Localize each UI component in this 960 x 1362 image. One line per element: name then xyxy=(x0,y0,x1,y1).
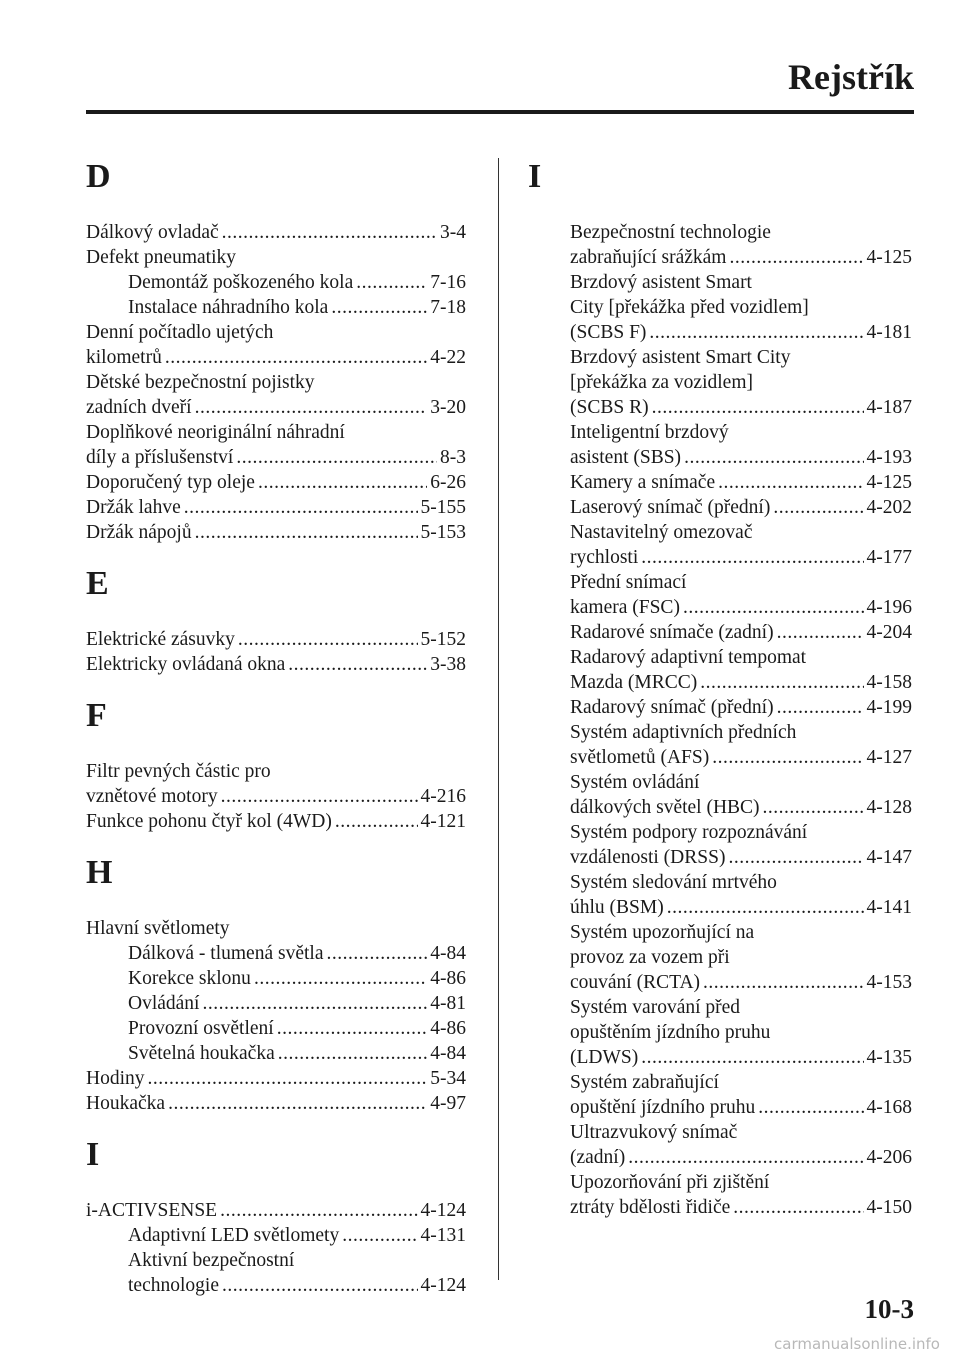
index-subentry xyxy=(528,695,912,720)
dot-leader xyxy=(288,652,427,677)
index-entries xyxy=(86,1198,466,1298)
dot-leader xyxy=(258,470,427,495)
index-column-left xyxy=(86,152,466,1298)
entry-page-ref: 4-187 xyxy=(866,397,912,418)
page-number: 10-3 xyxy=(864,1294,914,1324)
entry-last-line xyxy=(570,745,912,770)
dot-leader xyxy=(700,670,863,695)
index-subentry xyxy=(528,620,912,645)
index-entry xyxy=(86,627,466,652)
entry-text: Radarový snímač (přední) xyxy=(570,697,774,718)
dot-leader xyxy=(277,1016,428,1041)
index-subentry xyxy=(528,920,912,995)
index-subentry xyxy=(86,1041,466,1066)
entry-page-ref: 5-153 xyxy=(420,522,466,543)
index-entry xyxy=(86,370,466,420)
entry-text-line: Systém adaptivních předních xyxy=(570,722,797,743)
entry-last-line xyxy=(86,784,466,809)
entry-last-line xyxy=(128,1273,466,1298)
entry-text-line: Aktivní bezpečnostní xyxy=(128,1250,295,1271)
entry-page-ref: 4-196 xyxy=(866,597,912,618)
entry-text: kilometrů xyxy=(86,347,162,368)
entry-last-line xyxy=(570,445,912,470)
entry-text: úhlu (BSM) xyxy=(570,897,664,918)
entry-text-line: Systém podpory rozpoznávání xyxy=(570,822,808,843)
index-entry xyxy=(86,652,466,677)
entry-last-line xyxy=(570,1195,912,1220)
entry-text: díly a příslušenství xyxy=(86,447,234,468)
entry-text: asistent (SBS) xyxy=(570,447,682,468)
entry-text: Doporučený typ oleje xyxy=(86,472,255,493)
index-entries xyxy=(528,220,912,1220)
entry-page-ref: 4-141 xyxy=(866,897,912,918)
entry-last-line xyxy=(570,1145,912,1170)
index-section xyxy=(86,559,466,677)
index-subentry xyxy=(528,820,912,870)
index-entry xyxy=(86,1066,466,1091)
entry-last-line xyxy=(86,652,466,677)
entry-page-ref: 4-202 xyxy=(866,497,912,518)
section-letter: D xyxy=(86,158,111,195)
dot-leader xyxy=(712,745,863,770)
entry-text: i-ACTIVSENSE xyxy=(86,1200,218,1221)
entry-page-ref: 4-193 xyxy=(866,447,912,468)
entry-page-ref: 3-20 xyxy=(430,397,466,418)
entry-last-line xyxy=(86,395,466,420)
entry-text: Elektricky ovládaná okna xyxy=(86,654,286,675)
entry-text: Laserový snímač (přední) xyxy=(570,497,771,518)
entry-text-line: Brzdový asistent Smart xyxy=(570,272,752,293)
entry-text-line: Doplňkové neoriginální náhradní xyxy=(86,422,345,443)
index-subentry xyxy=(86,1016,466,1041)
entry-last-line xyxy=(128,270,466,295)
entry-last-line xyxy=(570,1095,912,1120)
entry-last-line xyxy=(570,470,912,495)
dot-leader xyxy=(356,270,427,295)
index-entries xyxy=(86,627,466,677)
entry-page-ref: 4-168 xyxy=(866,1097,912,1118)
entry-text: couvání (RCTA) xyxy=(570,972,701,993)
index-subentry xyxy=(86,1248,466,1298)
entry-text: Kamery a snímače xyxy=(570,472,716,493)
entry-text: kamera (FSC) xyxy=(570,597,680,618)
entry-text: Defekt pneumatiky xyxy=(86,247,236,268)
dot-leader xyxy=(649,320,863,345)
dot-leader xyxy=(202,991,427,1016)
entry-page-ref: 4-158 xyxy=(866,672,912,693)
entry-last-line xyxy=(86,470,466,495)
index-subentry xyxy=(528,995,912,1070)
entry-page-ref: 4-86 xyxy=(430,968,466,989)
entry-text-line: Upozorňování při zjištění xyxy=(570,1172,770,1193)
entry-last-line xyxy=(570,970,912,995)
entry-page-ref: 4-121 xyxy=(420,811,466,832)
entry-last-line xyxy=(86,1091,466,1116)
dot-leader xyxy=(335,809,418,834)
entry-text-line: Inteligentní brzdový xyxy=(570,422,729,443)
index-subentry xyxy=(528,1170,912,1220)
entry-last-line xyxy=(86,345,466,370)
index-subentry xyxy=(86,295,466,320)
entry-text-line: Radarový adaptivní tempomat xyxy=(570,647,807,668)
dot-leader xyxy=(684,445,863,470)
entry-last-line xyxy=(86,627,466,652)
index-section xyxy=(86,848,466,1116)
entry-page-ref: 4-150 xyxy=(866,1197,912,1218)
dot-leader xyxy=(718,470,863,495)
index-entry xyxy=(86,520,466,545)
dot-leader xyxy=(641,1045,863,1070)
entry-text-line: Dětské bezpečnostní pojistky xyxy=(86,372,315,393)
dot-leader xyxy=(221,784,418,809)
dot-leader xyxy=(220,1198,417,1223)
entry-page-ref: 4-206 xyxy=(866,1147,912,1168)
entry-last-line xyxy=(128,991,466,1016)
entry-text: Dálkový ovladač xyxy=(86,222,219,243)
entry-page-ref: 4-177 xyxy=(866,547,912,568)
index-entries xyxy=(86,220,466,545)
entry-text-line: Denní počítadlo ujetých xyxy=(86,322,274,343)
entry-text-line: Ultrazvukový snímač xyxy=(570,1122,738,1143)
entry-text: zabraňující srážkám xyxy=(570,247,727,268)
entry-text: Demontáž poškozeného kola xyxy=(128,272,354,293)
entry-page-ref: 5-155 xyxy=(420,497,466,518)
entry-text-line: opuštěním jízdního pruhu xyxy=(570,1022,771,1043)
entry-text: Světelná houkačka xyxy=(128,1043,275,1064)
index-subentry xyxy=(528,720,912,770)
dot-leader xyxy=(195,520,418,545)
dot-leader xyxy=(729,245,863,270)
dot-leader xyxy=(628,1145,863,1170)
section-letter: I xyxy=(528,158,542,195)
entry-text: Houkačka xyxy=(86,1093,166,1114)
entry-text: Dálková - tlumená světla xyxy=(128,943,324,964)
entry-text: Mazda (MRCC) xyxy=(570,672,698,693)
dot-leader xyxy=(641,545,863,570)
index-entries xyxy=(86,759,466,834)
section-letter: E xyxy=(86,565,109,602)
index-subentry xyxy=(528,270,912,345)
entry-text: Provozní osvětlení xyxy=(128,1018,274,1039)
entry-last-line xyxy=(86,916,466,941)
entry-page-ref: 4-153 xyxy=(866,972,912,993)
entry-page-ref: 4-131 xyxy=(420,1225,466,1246)
index-subentry xyxy=(528,770,912,820)
index-entry xyxy=(86,809,466,834)
entry-last-line xyxy=(570,1045,912,1070)
entry-page-ref: 4-128 xyxy=(866,797,912,818)
dot-leader xyxy=(667,895,864,920)
entry-last-line xyxy=(570,670,912,695)
entry-last-line xyxy=(570,695,912,720)
entry-text: (SCBS R) xyxy=(570,397,649,418)
entry-last-line xyxy=(128,1223,466,1248)
index-subentry xyxy=(86,991,466,1016)
index-subentry xyxy=(528,470,912,495)
entry-last-line xyxy=(570,895,912,920)
entry-page-ref: 4-135 xyxy=(866,1047,912,1068)
index-section xyxy=(528,152,912,1220)
entry-text: dálkových světel (HBC) xyxy=(570,797,760,818)
page-header-title: Rejstřík xyxy=(788,57,914,97)
entry-text-line: City [překážka před vozidlem] xyxy=(570,297,809,318)
entry-last-line xyxy=(570,845,912,870)
dot-leader xyxy=(238,627,418,652)
index-subentry xyxy=(528,1120,912,1170)
entry-text: (LDWS) xyxy=(570,1047,639,1068)
dot-leader xyxy=(652,395,864,420)
dot-leader xyxy=(184,495,418,520)
entry-text-line: [překážka za vozidlem] xyxy=(570,372,753,393)
entry-text-line: Systém zabraňující xyxy=(570,1072,719,1093)
index-entry xyxy=(86,220,466,245)
section-letter: F xyxy=(86,697,107,734)
index-subentry xyxy=(528,220,912,270)
dot-leader xyxy=(195,395,428,420)
index-subentry xyxy=(528,520,912,570)
header-rule xyxy=(86,110,914,114)
index-entry xyxy=(86,916,466,941)
entry-text: Držák lahve xyxy=(86,497,181,518)
index-entry xyxy=(86,470,466,495)
entry-page-ref: 4-216 xyxy=(420,786,466,807)
dot-leader xyxy=(777,620,864,645)
entry-page-ref: 4-124 xyxy=(420,1275,466,1296)
entry-page-ref: 8-3 xyxy=(440,447,466,468)
entry-text-line: Brzdový asistent Smart City xyxy=(570,347,791,368)
entry-last-line xyxy=(128,1041,466,1066)
entry-last-line xyxy=(86,445,466,470)
entry-page-ref: 4-97 xyxy=(430,1093,466,1114)
entry-text: Držák nápojů xyxy=(86,522,192,543)
entry-text: technologie xyxy=(128,1275,219,1296)
entry-page-ref: 3-38 xyxy=(430,654,466,675)
index-subentry xyxy=(86,941,466,966)
entry-last-line xyxy=(86,495,466,520)
column-divider xyxy=(498,158,499,1280)
entry-last-line xyxy=(570,595,912,620)
entry-text: Hodiny xyxy=(86,1068,145,1089)
entry-page-ref: 4-22 xyxy=(430,347,466,368)
entry-text-line: Přední snímací xyxy=(570,572,687,593)
entry-text: Ovládání xyxy=(128,993,200,1014)
entry-text-line: Systém ovládání xyxy=(570,772,700,793)
entry-text: Korekce sklonu xyxy=(128,968,251,989)
index-entry xyxy=(86,1198,466,1223)
entry-page-ref: 4-125 xyxy=(866,472,912,493)
index-subentry xyxy=(528,570,912,620)
dot-leader xyxy=(148,1066,428,1091)
entry-page-ref: 4-81 xyxy=(430,993,466,1014)
entry-last-line xyxy=(128,941,466,966)
entry-text: ztráty bdělosti řidiče xyxy=(570,1197,731,1218)
entry-text: rychlosti xyxy=(570,547,639,568)
entry-last-line xyxy=(570,795,912,820)
dot-leader xyxy=(165,345,427,370)
entry-last-line xyxy=(570,495,912,520)
entry-page-ref: 4-124 xyxy=(420,1200,466,1221)
dot-leader xyxy=(342,1223,417,1248)
entry-last-line xyxy=(570,620,912,645)
entry-last-line xyxy=(570,545,912,570)
entry-last-line xyxy=(86,809,466,834)
entry-page-ref: 4-199 xyxy=(866,697,912,718)
dot-leader xyxy=(773,495,863,520)
index-entries xyxy=(86,916,466,1116)
entry-text: světlometů (AFS) xyxy=(570,747,710,768)
entry-text: vzdálenosti (DRSS) xyxy=(570,847,726,868)
index-entry xyxy=(86,245,466,270)
section-letter: H xyxy=(86,854,113,891)
index-section xyxy=(86,691,466,834)
entry-page-ref: 4-86 xyxy=(430,1018,466,1039)
entry-page-ref: 5-34 xyxy=(430,1068,466,1089)
index-section xyxy=(86,1130,466,1298)
index-entry xyxy=(86,495,466,520)
entry-page-ref: 7-18 xyxy=(430,297,466,318)
index-subentry xyxy=(86,966,466,991)
entry-text-line: Nastavitelný omezovač xyxy=(570,522,753,543)
entry-text: (zadní) xyxy=(570,1147,626,1168)
entry-last-line xyxy=(128,966,466,991)
entry-page-ref: 4-84 xyxy=(430,1043,466,1064)
entry-text-line: Bezpečnostní technologie xyxy=(570,222,771,243)
entry-text: vznětové motory xyxy=(86,786,218,807)
entry-text: (SCBS F) xyxy=(570,322,647,343)
entry-text-line: Systém upozorňující na xyxy=(570,922,755,943)
entry-last-line xyxy=(86,245,466,270)
index-entry xyxy=(86,759,466,809)
dot-leader xyxy=(168,1091,427,1116)
index-entry xyxy=(86,420,466,470)
entry-text-line: Filtr pevných částic pro xyxy=(86,761,271,782)
dot-leader xyxy=(236,445,437,470)
index-section xyxy=(86,152,466,545)
index-entry xyxy=(86,320,466,370)
dot-leader xyxy=(683,595,864,620)
entry-page-ref: 4-127 xyxy=(866,747,912,768)
dot-leader xyxy=(763,795,864,820)
entry-page-ref: 7-16 xyxy=(430,272,466,293)
entry-text-line: Systém varování před xyxy=(570,997,741,1018)
entry-last-line xyxy=(86,1066,466,1091)
dot-leader xyxy=(728,845,863,870)
index-subentry xyxy=(528,495,912,520)
entry-page-ref: 5-152 xyxy=(420,629,466,650)
dot-leader xyxy=(222,1273,418,1298)
entry-last-line xyxy=(570,320,912,345)
entry-page-ref: 6-26 xyxy=(430,472,466,493)
index-subentry xyxy=(528,870,912,920)
entry-last-line xyxy=(570,245,912,270)
index-subentry xyxy=(528,645,912,695)
dot-leader xyxy=(733,1195,863,1220)
entry-page-ref: 4-147 xyxy=(866,847,912,868)
entry-text: Elektrické zásuvky xyxy=(86,629,235,650)
entry-text-line: Systém sledování mrtvého xyxy=(570,872,777,893)
index-subentry xyxy=(528,420,912,470)
entry-text: zadních dveří xyxy=(86,397,192,418)
entry-page-ref: 4-181 xyxy=(866,322,912,343)
dot-leader xyxy=(703,970,863,995)
index-subentry xyxy=(528,1070,912,1120)
entry-last-line xyxy=(86,1198,466,1223)
entry-text: Hlavní světlomety xyxy=(86,918,230,939)
index-subentry xyxy=(86,1223,466,1248)
index-subentry xyxy=(86,270,466,295)
dot-leader xyxy=(777,695,864,720)
dot-leader xyxy=(331,295,427,320)
entry-last-line xyxy=(570,395,912,420)
entry-page-ref: 4-125 xyxy=(866,247,912,268)
entry-page-ref: 4-84 xyxy=(430,943,466,964)
entry-text: Funkce pohonu čtyř kol (4WD) xyxy=(86,811,332,832)
watermark: carmanualsonline.info xyxy=(774,1335,940,1353)
index-subentry xyxy=(528,345,912,420)
entry-last-line xyxy=(128,295,466,320)
section-letter: I xyxy=(86,1136,100,1173)
index-entry xyxy=(86,1091,466,1116)
entry-text: opuštění jízdního pruhu xyxy=(570,1097,756,1118)
entry-text: Adaptivní LED světlomety xyxy=(128,1225,340,1246)
entry-text: Instalace náhradního kola xyxy=(128,297,329,318)
entry-page-ref: 3-4 xyxy=(440,222,466,243)
dot-leader xyxy=(278,1041,428,1066)
dot-leader xyxy=(326,941,427,966)
entry-last-line xyxy=(128,1016,466,1041)
index-column-right xyxy=(528,152,912,1220)
entry-text-line: provoz za vozem při xyxy=(570,947,730,968)
dot-leader xyxy=(758,1095,863,1120)
entry-text: Radarové snímače (zadní) xyxy=(570,622,774,643)
dot-leader xyxy=(254,966,427,991)
dot-leader xyxy=(222,220,437,245)
entry-last-line xyxy=(86,220,466,245)
entry-last-line xyxy=(86,520,466,545)
entry-page-ref: 4-204 xyxy=(866,622,912,643)
